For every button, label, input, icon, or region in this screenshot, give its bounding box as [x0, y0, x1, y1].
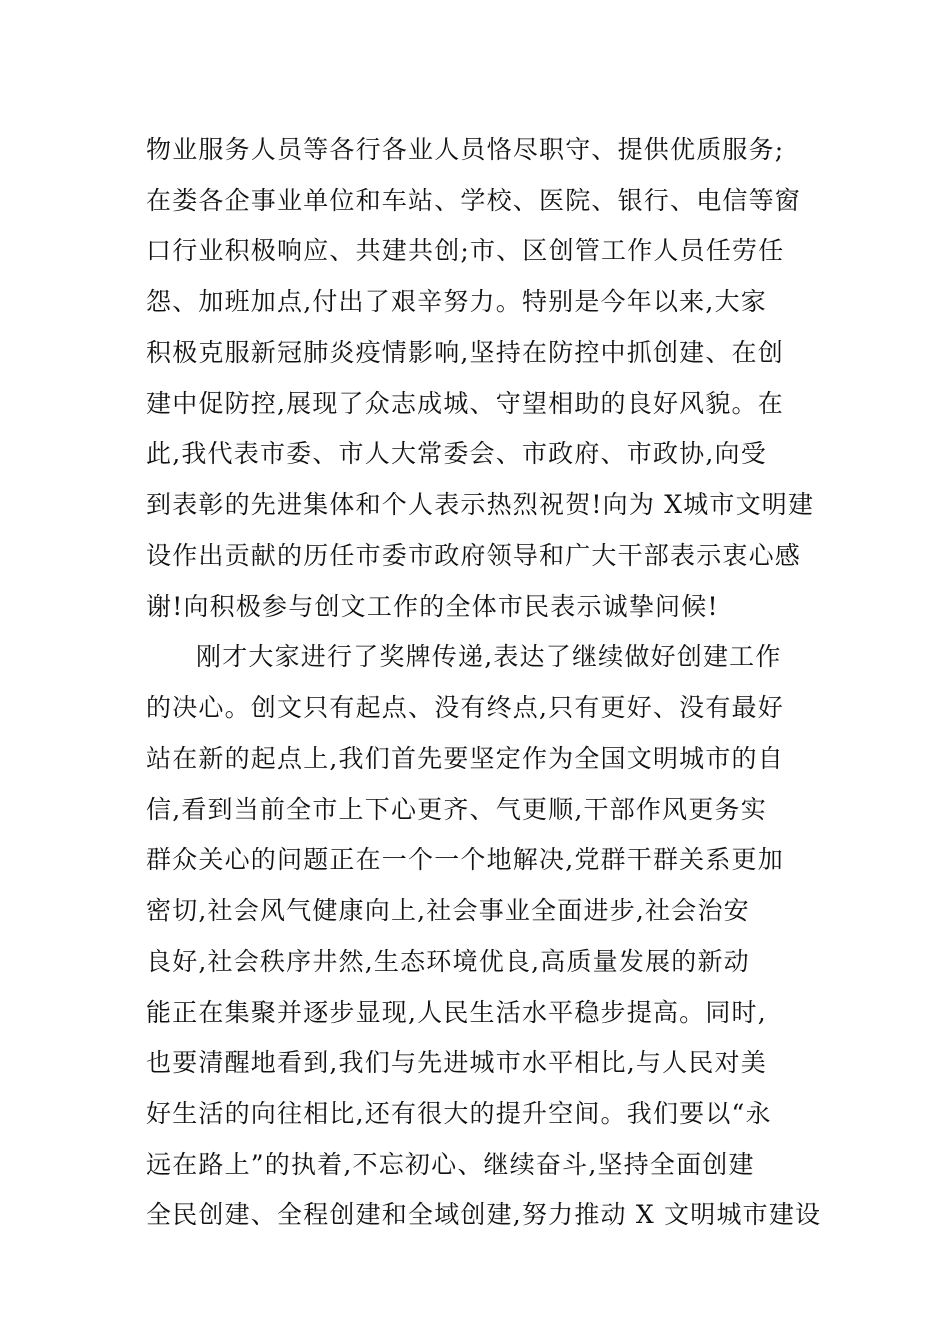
text-line: 远在路上”的执着,不忘初心、继续奋斗,坚持全面创建 [146, 1150, 755, 1179]
text-line: 好生活的向往相比,还有很大的提升空间。我们要以“永 [146, 1099, 772, 1128]
text-line: 谢!向积极参与创文工作的全体市民表示诚挚问候! [146, 592, 719, 621]
text-line: 设作出贡献的历任市委市政府领导和广大干部表示衷心感 [146, 541, 802, 570]
text-line: 积极克服新冠肺炎疫情影响,坚持在防控中抓创建、在创 [146, 338, 784, 367]
text-line: 口行业积极响应、共建共创;市、区创管工作人员任劳任 [146, 236, 785, 265]
text-line: 也要清醒地看到,我们与先进城市水平相比,与人民对美 [146, 1048, 767, 1077]
text-line: 怨、加班加点,付出了艰辛努力。特别是今年以来,大家 [146, 287, 767, 316]
text-line: 此,我代表市委、市人大常委会、市政府、市政协,向受 [146, 439, 767, 468]
text-line: 建中促防控,展现了众志成城、守望相助的良好风貌。在 [146, 389, 784, 418]
text-line: 物业服务人员等各行各业人员恪尽职守、提供优质服务; [146, 135, 785, 164]
text-line: 密切,社会风气健康向上,社会事业全面进步,社会治安 [146, 896, 750, 925]
text-line: 在娄各企事业单位和车站、学校、医院、银行、电信等窗 [146, 186, 802, 215]
text-line: 的决心。创文只有起点、没有终点,只有更好、没有最好 [146, 693, 784, 722]
paragraph-first-line: 刚才大家进行了奖牌传递,表达了继续做好创建工作 [196, 642, 782, 671]
text-line: 全民创建、全程创建和全域创建,努力推动 X 文明城市建设 [146, 1200, 822, 1229]
text-line: 良好,社会秩序井然,生态环境优良,高质量发展的新动 [146, 947, 750, 976]
text-line: 能正在集聚并逐步显现,人民生活水平稳步提高。同时, [146, 998, 767, 1027]
text-line: 到表彰的先进集体和个人表示热烈祝贺!向为 X城市文明建 [146, 490, 815, 519]
text-line: 信,看到当前全市上下心更齐、气更顺,干部作风更务实 [146, 795, 767, 824]
text-line: 站在新的起点上,我们首先要坚定作为全国文明城市的自 [146, 744, 784, 773]
text-line: 群众关心的问题正在一个一个地解决,党群干群关系更加 [146, 845, 784, 874]
